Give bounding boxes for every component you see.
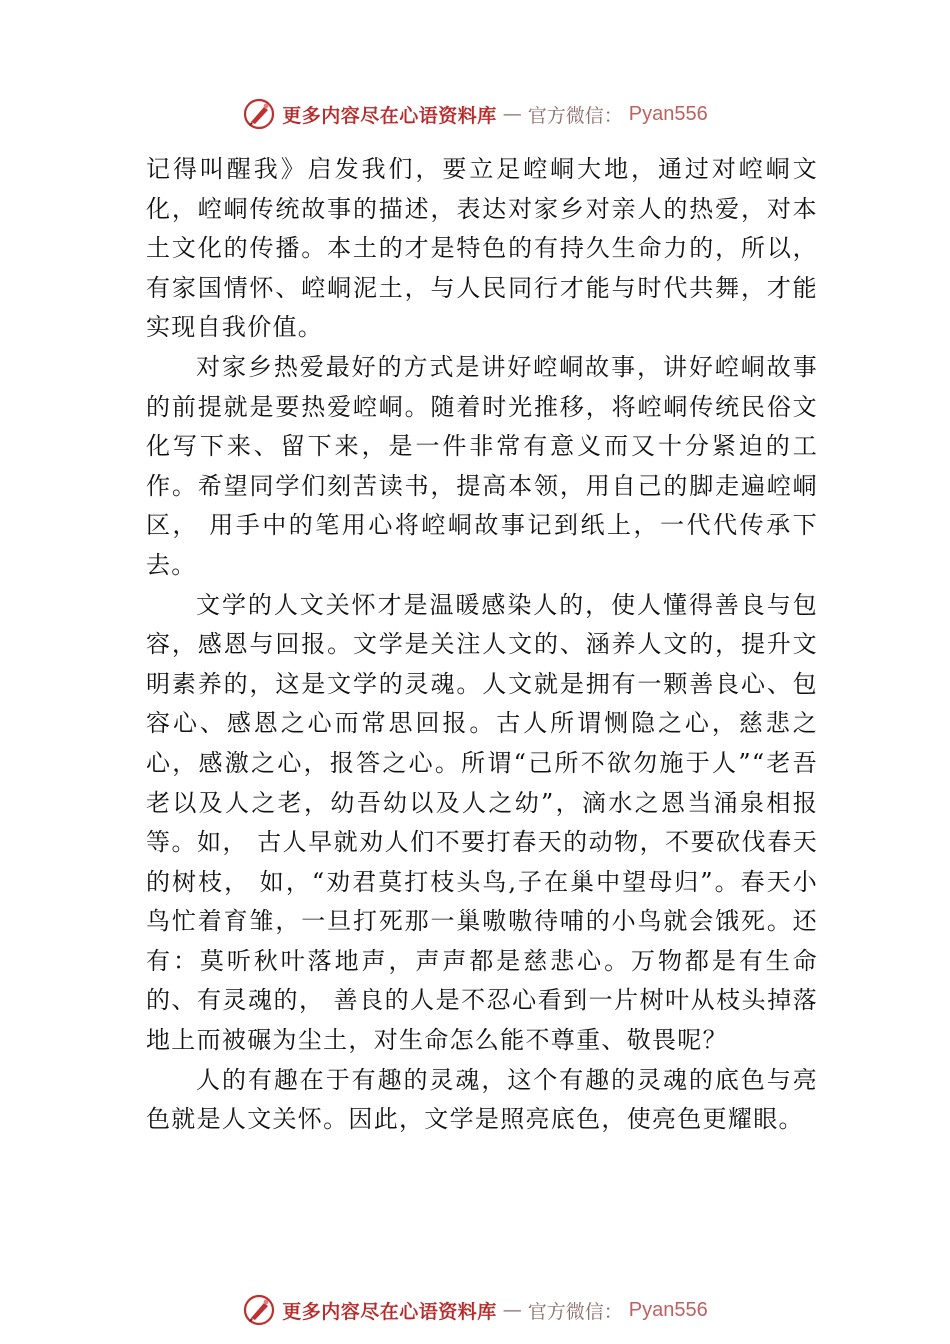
footer-banner [0,1290,950,1330]
footer-separator: — [502,1299,522,1321]
paragraph-3: 文学的人文关怀才是温暖感染人的，使人懂得善良与包容，感恩与回报。文学是关注人文的、涵养人文的，提升文明素养的，这是文学的灵魂。人文就是拥有一颗善良心、包容心、感恩之心而常思回报。古人所谓恻隐之心，慈悲之心，感激之心，报答之心。所谓“己所不欲勿施于人”“老吾老以及人之老，幼吾幼以及人之幼”，滴水之恩当涌泉相报等。如， 古人早就劝人们不要打春天的动物，不要砍伐春天的树枝， 如，“劝君莫打枝头鸟,子在巢中望母归”。春天小鸟忙着育雏，一旦打死那一巢嗷嗷待哺的小鸟就会饿死。还有：莫听秋叶落地声，声声都是慈悲心。万物都是有生命的、有灵魂的， 善良的人是不忍心看到一片树叶从枝头掉落地上而被碾为尘土，对生命怎么能不尊重、敬畏呢？ [146,590,818,1055]
paragraph-2: 对家乡热爱最好的方式是讲好崆峒故事，讲好崆峒故事的前提就是要热爱崆峒。随着时光推移，将崆峒传统民俗文化写下来、留下来，是一件非常有意义而又十分紧迫的工作。希望同学们刻苦读书，提高本领，用自己的脚走遍崆峒区， 用手中的笔用心将崆峒故事记到纸上，一代代传承下去。 [146,352,818,579]
pen-logo-icon [242,1293,276,1327]
header-separator: — [502,103,522,125]
footer-wechat-id: Pyan556 [628,1298,708,1321]
footer-wechat-label: 官方微信： [527,1300,623,1323]
header-banner [0,94,950,134]
header-wechat-label: 官方微信： [527,104,623,127]
header-promo-text: 更多内容尽在心语资料库 [282,104,497,127]
footer-promo-text: 更多内容尽在心语资料库 [282,1300,497,1323]
header-wechat-id: Pyan556 [628,102,708,125]
pen-logo-icon [242,97,276,131]
paragraph-4: 人的有趣在于有趣的灵魂，这个有趣的灵魂的底色与亮色就是人文关怀。因此，文学是照亮底色，使亮色更耀眼。 [146,1065,818,1134]
document-body [146,150,818,1140]
paragraph-1: 记得叫醒我》启发我们，要立足崆峒大地，通过对崆峒文化，崆峒传统故事的描述，表达对家乡对亲人的热爱，对本土文化的传播。本土的才是特色的有持久生命力的，所以，有家国情怀、崆峒泥土，与人民同行才能与时代共舞，才能实现自我价值。 [146,155,818,342]
